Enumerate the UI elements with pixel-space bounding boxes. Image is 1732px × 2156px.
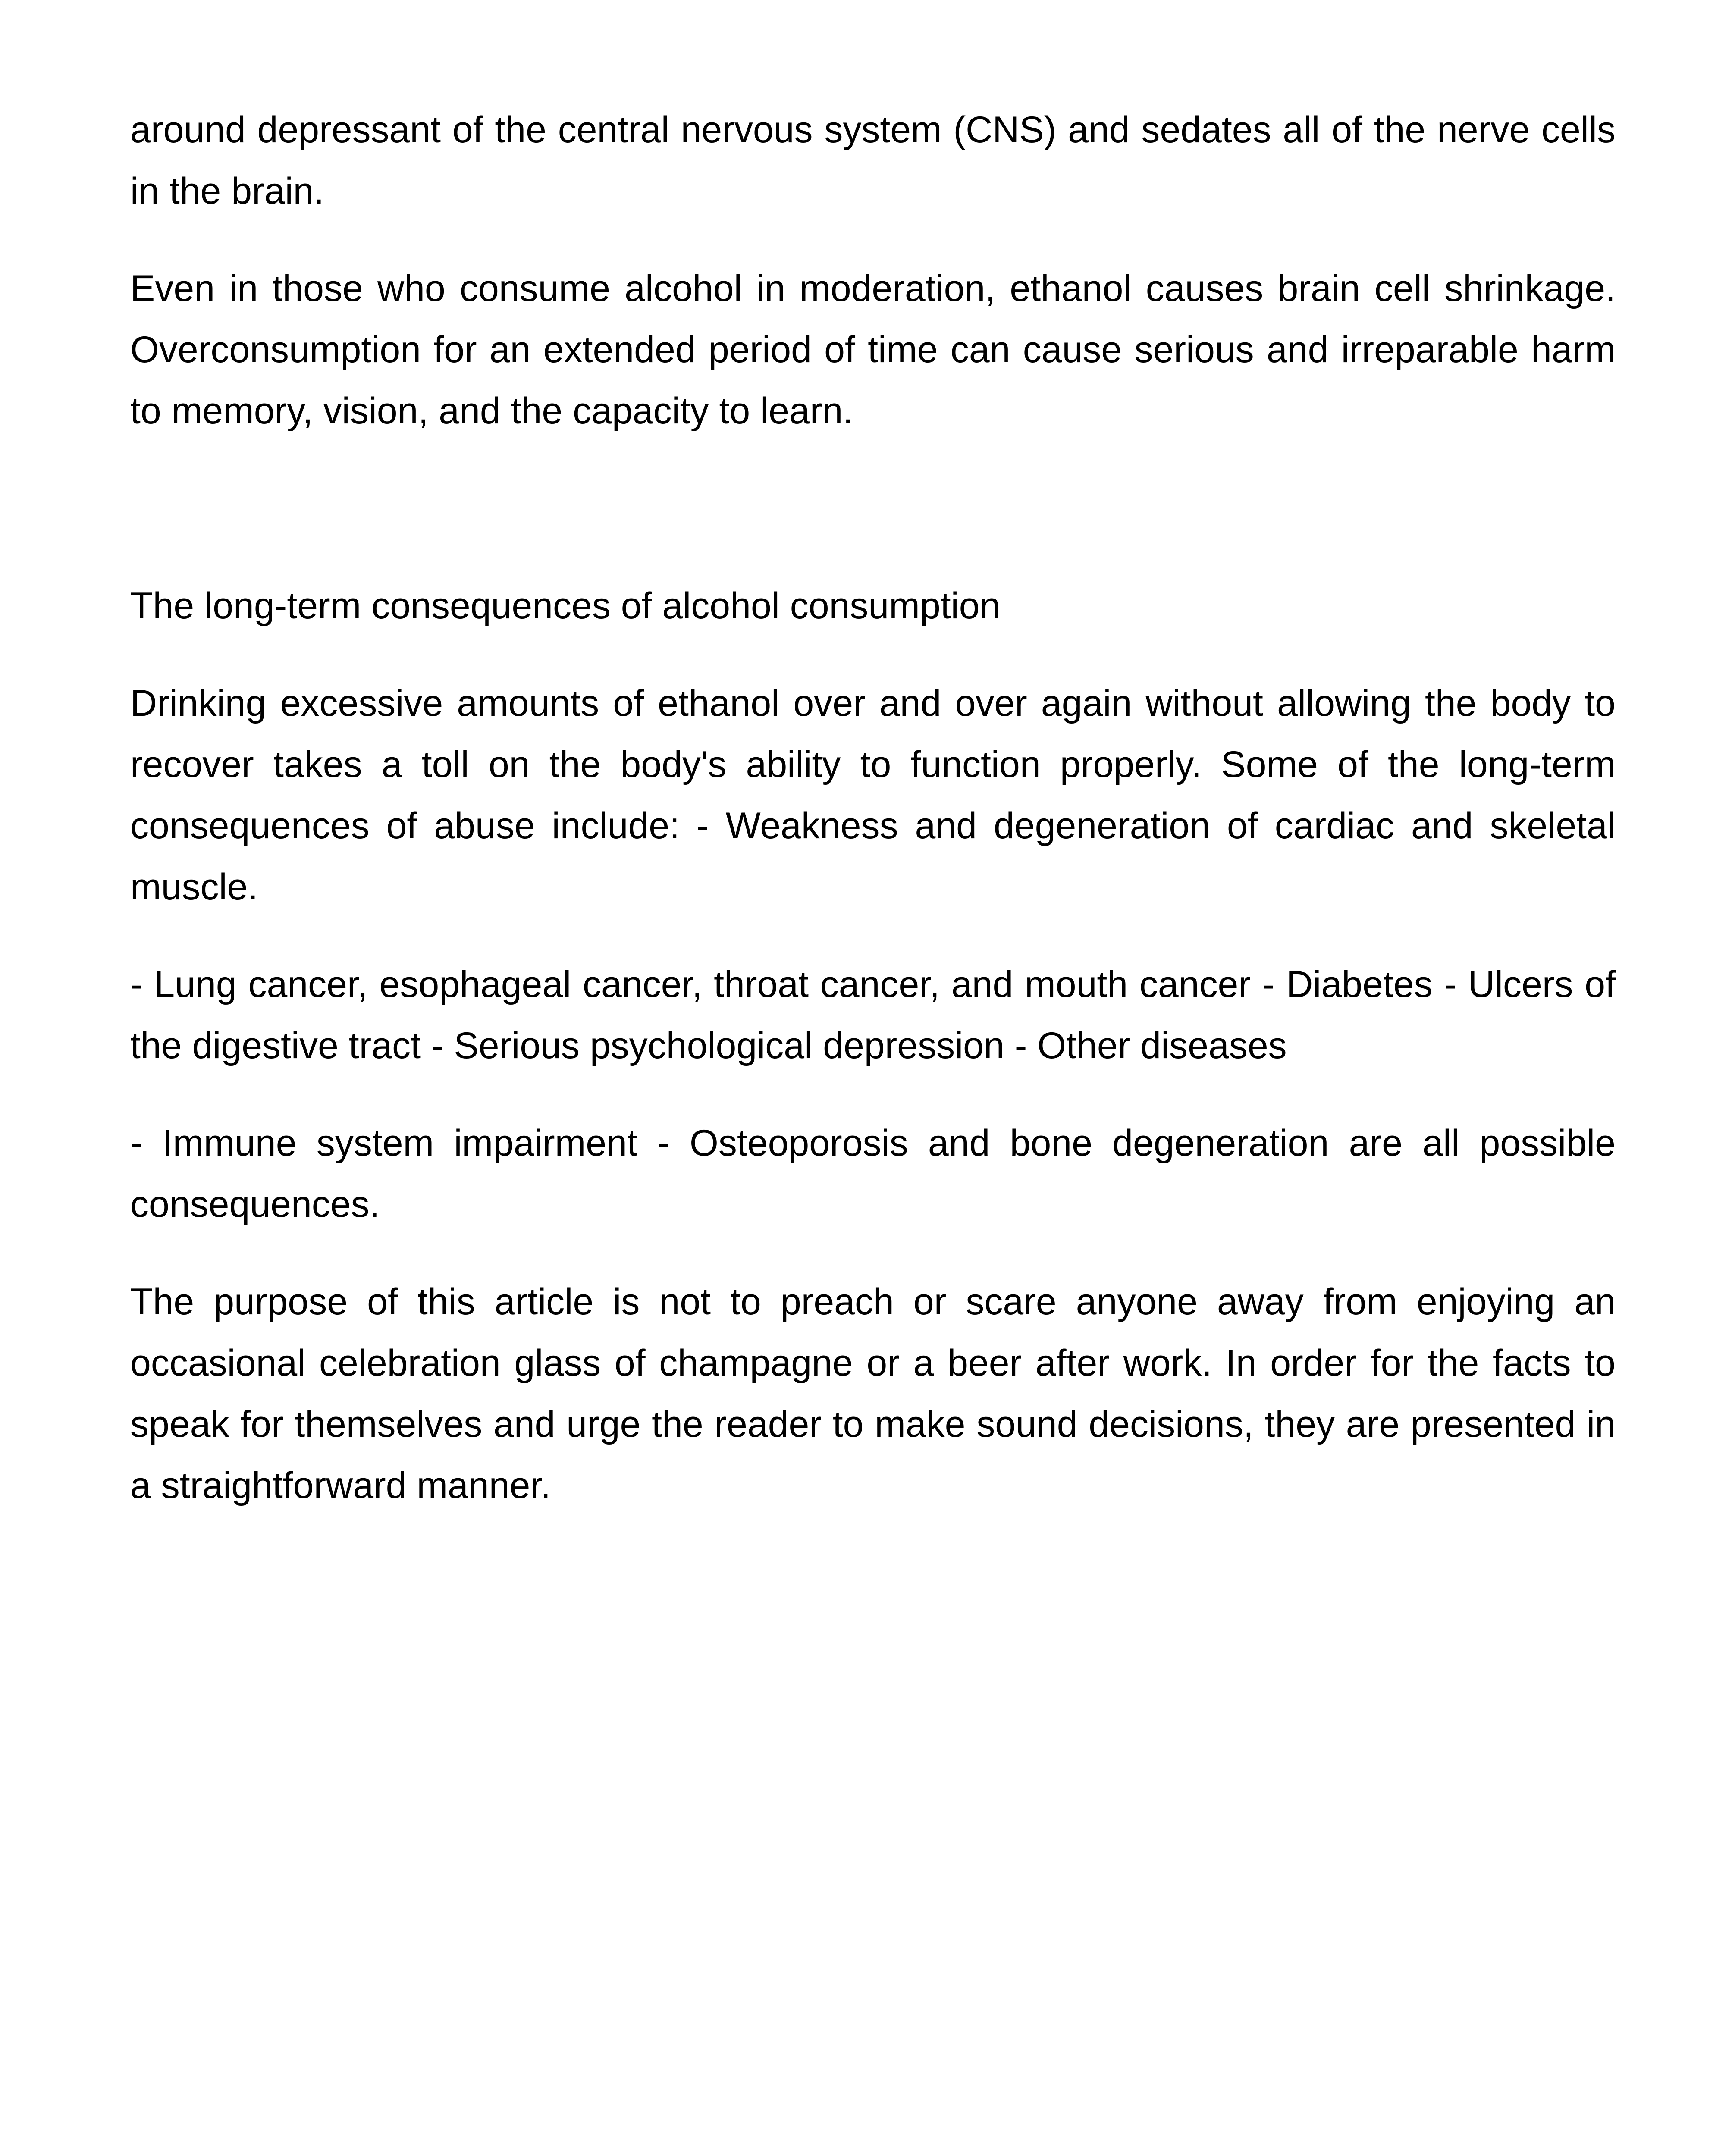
paragraph-brain-shrinkage: Even in those who consume alcohol in moderation, ethanol causes brain cell shrinkage. Overconsumption for an extended period of time can cause serious and irreparable harm to memory, vision, and the capacity to learn. — [130, 268, 1616, 432]
section-spacer — [130, 478, 1616, 575]
paragraph-immune-impairment: - Immune system impairment - Osteoporosis and bone degeneration are all possible consequences. — [130, 1122, 1616, 1225]
paragraph-cns-depressant: around depressant of the central nervous system (CNS) and sedates all of the nerve cells in the brain. — [130, 109, 1616, 212]
page-content — [130, 99, 1616, 1552]
paragraph-long-term-consequences: Drinking excessive amounts of ethanol over and over again without allowing the body to recover takes a toll on the body's ability to function properly. Some of the long-term consequences of abuse include: - Weakness and degeneration of cardiac and skeletal muscle. — [130, 683, 1616, 908]
section-heading: The long-term consequences of alcohol consumption — [130, 585, 1001, 627]
paragraph-article-purpose: The purpose of this article is not to preach or scare anyone away from enjoying an occasional celebration glass of champagne or a beer after work. In order for the facts to speak for themselves and urge the reader to make sound decisions, they are presented in a straightforward manner. — [130, 1281, 1616, 1506]
paragraph-cancer-list: - Lung cancer, esophageal cancer, throat cancer, and mouth cancer - Diabetes - Ulcers of the digestive tract - Serious psychological depression - Other diseases — [130, 964, 1616, 1066]
